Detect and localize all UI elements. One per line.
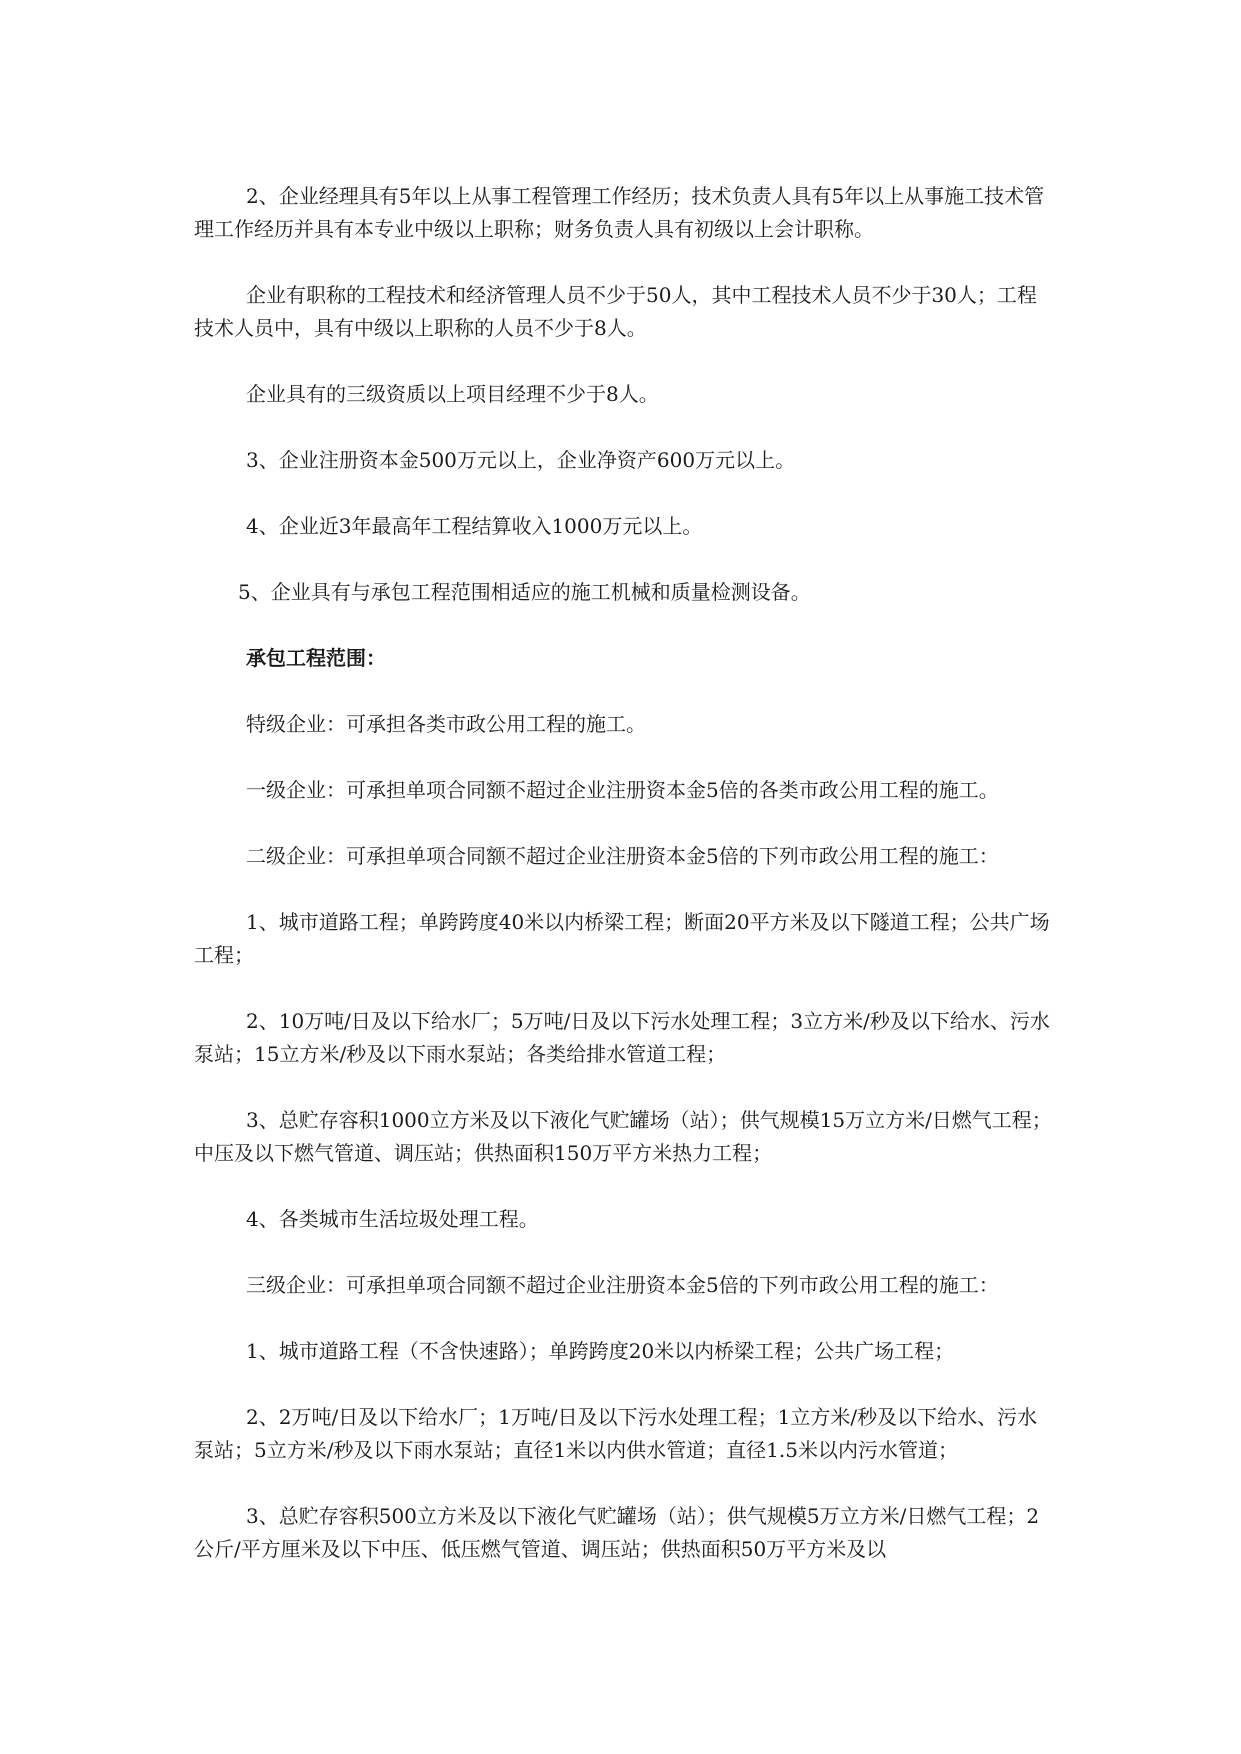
paragraph-staff-count: 企业有职称的工程技术和经济管理人员不少于50人，其中工程技术人员不少于30人；工程技术人员中，具有中级以上职称的人员不少于8人。 — [194, 283, 1037, 340]
paragraph-manager-experience: 2、企业经理具有5年以上从事工程管理工作经历；技术负责人具有5年以上从事施工技术管理工作经历并具有本专业中级以上职称；财务负责人具有初级以上会计职称。 — [194, 184, 1045, 241]
paragraph-project-managers: 企业具有的三级资质以上项目经理不少于8人。 — [246, 382, 659, 406]
paragraph-equipment: 5、企业具有与承包工程范围相适应的施工机械和质量检测设备。 — [238, 580, 811, 604]
paragraph-special-grade: 特级企业：可承担各类市政公用工程的施工。 — [246, 712, 646, 736]
paragraph-first-grade: 一级企业：可承担单项合同额不超过企业注册资本金5倍的各类市政公用工程的施工。 — [246, 778, 999, 802]
list-item-third-3: 3、总贮存容积500立方米及以下液化气贮罐场（站）；供气规模5万立方米/日燃气工程；2公斤/平方厘米及以下中压、低压燃气管道、调压站；供热面积50万平方米及以 — [194, 1504, 1040, 1561]
list-item-second-1: 1、城市道路工程；单跨跨度40米以内桥梁工程；断面20平方米及以下隧道工程；公共广场工程； — [194, 910, 1050, 967]
paragraph-third-grade: 三级企业：可承担单项合同额不超过企业注册资本金5倍的下列市政公用工程的施工： — [246, 1273, 999, 1297]
list-item-third-1: 1、城市道路工程（不含快速路）；单跨跨度20米以内桥梁工程；公共广场工程； — [246, 1339, 955, 1363]
section-heading-scope: 承包工程范围： — [246, 646, 386, 670]
paragraph-settlement-income: 4、企业近3年最高年工程结算收入1000万元以上。 — [246, 514, 703, 538]
list-item-second-3: 3、总贮存容积1000立方米及以下液化气贮罐场（站）；供气规模15万立方米/日燃气工程；中压及以下燃气管道、调压站；供热面积150万平方米热力工程； — [194, 1108, 1052, 1165]
document-body — [194, 180, 1054, 1599]
list-item-second-4: 4、各类城市生活垃圾处理工程。 — [246, 1207, 539, 1231]
list-item-second-2: 2、10万吨/日及以下给水厂；5万吨/日及以下污水处理工程；3立方米/秒及以下给水、污水泵站；15立方米/秒及以下雨水泵站；各类给排水管道工程； — [194, 1009, 1050, 1066]
list-item-third-2: 2、2万吨/日及以下给水厂；1万吨/日及以下污水处理工程；1立方米/秒及以下给水、污水泵站；5立方米/秒及以下雨水泵站；直径1米以内供水管道；直径1.5米以内污水管道； — [194, 1405, 1038, 1462]
paragraph-registered-capital: 3、企业注册资本金500万元以上，企业净资产600万元以上。 — [246, 448, 796, 472]
paragraph-second-grade: 二级企业：可承担单项合同额不超过企业注册资本金5倍的下列市政公用工程的施工： — [246, 844, 999, 868]
